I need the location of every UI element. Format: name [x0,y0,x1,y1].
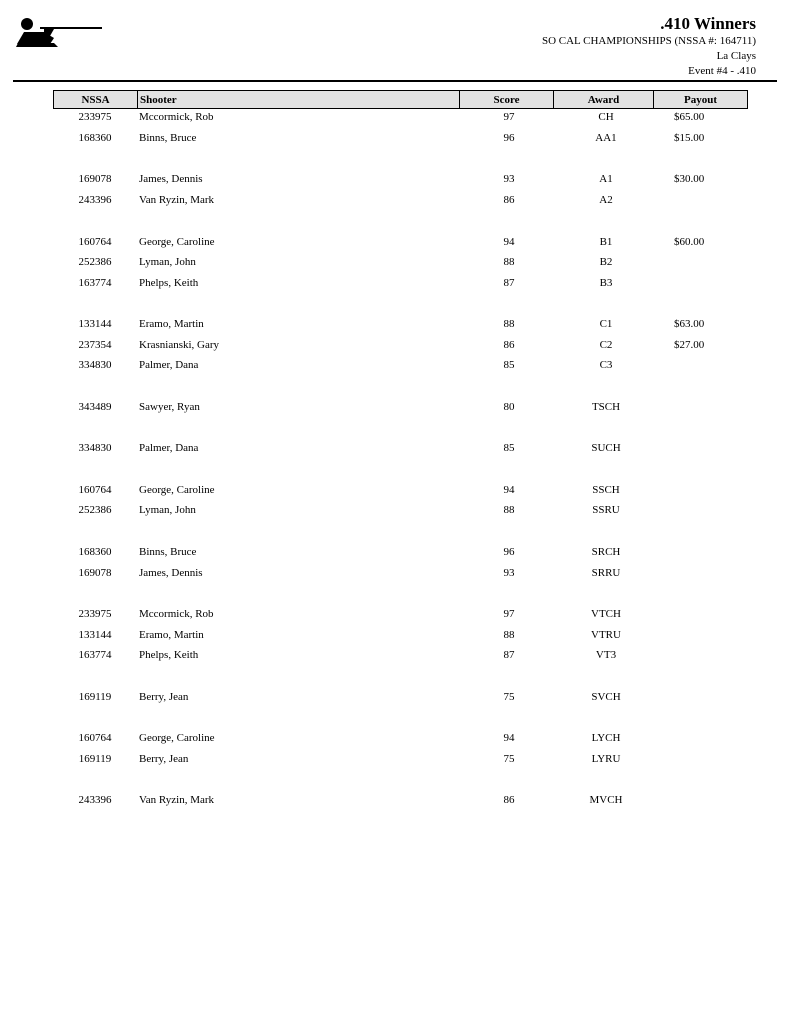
shooter-name: James, Dennis [139,567,203,579]
score: 80 [503,401,515,413]
table-row [0,503,791,517]
table-row [0,358,791,372]
payout: $15.00 [674,132,705,144]
table-row [0,441,791,455]
nssa-number: 169119 [78,753,112,765]
table-row [0,400,791,414]
shooter-name: Lyman, John [139,504,196,516]
page-title: .410 Winners [660,14,756,33]
score: 96 [503,132,515,144]
score: 97 [503,111,515,123]
table-row [0,566,791,580]
shooter-name: Eramo, Martin [139,629,204,641]
award: B3 [599,277,613,289]
award: A2 [599,194,613,206]
shooter-name: George, Caroline [139,732,215,744]
award: B1 [599,236,613,248]
championship-name: SO CAL CHAMPIONSHIPS (NSSA #: 164711) [541,35,756,47]
table-row [0,317,791,331]
nssa-number: 334830 [78,359,112,371]
award: TSCH [591,401,621,413]
payout: $63.00 [674,318,705,330]
shooter-name: Van Ryzin, Mark [139,194,215,206]
payout: $60.00 [674,236,705,248]
table-row [0,131,791,145]
table-row [0,628,791,642]
nssa-number: 334830 [78,442,112,454]
shooter-name: Sawyer, Ryan [139,401,200,413]
score: 85 [503,442,515,454]
shooter-name: George, Caroline [139,484,215,496]
table-row [0,690,791,704]
club-name: La Clays [716,50,756,62]
nssa-number: 233975 [78,111,112,123]
shooter-name: Mccormick, Rob [139,111,214,123]
shooter-name: Eramo, Martin [139,318,204,330]
payout: $30.00 [674,173,705,185]
event-name: Event #4 - .410 [688,65,756,77]
table-row [0,172,791,186]
award: SRRU [591,567,621,579]
column-header-payout: Payout [684,94,717,106]
shooter-name: Krasnianski, Gary [139,339,220,351]
shooter-name: Palmer, Dana [139,359,199,371]
nssa-number: 163774 [78,277,112,289]
nssa-number: 169078 [78,173,112,185]
score: 88 [503,629,515,641]
column-header-score: Score [460,91,554,108]
payout: $27.00 [674,339,705,351]
award: SVCH [591,691,621,703]
award: SRCH [591,546,621,558]
nssa-number: 163774 [78,649,112,661]
award: LYCH [591,732,621,744]
shooter-name: Mccormick, Rob [139,608,214,620]
award: CH [598,111,614,123]
award: C2 [599,339,613,351]
table-row [0,110,791,124]
table-row [0,255,791,269]
shooter-name: Lyman, John [139,256,196,268]
award: C3 [599,359,613,371]
score: 75 [503,753,515,765]
award: B2 [599,256,613,268]
shooter-name: Binns, Bruce [139,132,197,144]
award: VTRU [591,629,621,641]
nssa-number: 233975 [78,608,112,620]
award: VTCH [591,608,621,620]
score: 85 [503,359,515,371]
nssa-number: 160764 [78,236,112,248]
nssa-number: 252386 [78,256,112,268]
score: 86 [503,194,515,206]
score: 88 [503,318,515,330]
shooter-name: Binns, Bruce [139,546,197,558]
shooter-name: Phelps, Keith [139,649,199,661]
nssa-number: 168360 [78,546,112,558]
column-header-award: Award [554,91,654,108]
award: AA1 [595,132,617,144]
table-row [0,752,791,766]
score: 87 [503,277,515,289]
score: 93 [503,173,515,185]
shooter-name: George, Caroline [139,236,215,248]
shooter-name: Berry, Jean [139,691,189,703]
shooter-name: Van Ryzin, Mark [139,794,215,806]
nssa-number: 160764 [78,484,112,496]
nssa-number: 168360 [78,132,112,144]
score: 94 [503,732,515,744]
award: MVCH [589,794,623,806]
award: A1 [599,173,613,185]
nssa-number: 160764 [78,732,112,744]
nssa-number: 243396 [78,794,112,806]
table-row [0,276,791,290]
nssa-number: 243396 [78,194,112,206]
score: 87 [503,649,515,661]
shooter-name: James, Dennis [139,173,203,185]
shooter-name: Phelps, Keith [139,277,199,289]
table-row [0,731,791,745]
score: 94 [503,484,515,496]
column-header-nssa: NSSA [54,91,138,108]
score: 75 [503,691,515,703]
score: 88 [503,504,515,516]
nssa-number: 343489 [78,401,112,413]
score: 93 [503,567,515,579]
table-row [0,793,791,807]
table-row [0,483,791,497]
table-row [0,338,791,352]
nssa-number: 237354 [78,339,112,351]
nssa-number: 133144 [78,318,112,330]
score: 86 [503,339,515,351]
award: SSCH [592,484,620,496]
table-row [0,545,791,559]
score: 94 [503,236,515,248]
award: C1 [599,318,613,330]
table-row [0,193,791,207]
table-row [0,607,791,621]
award: SSRU [592,504,620,516]
column-header-shooter: Shooter [138,91,460,108]
table-row [0,648,791,662]
score: 88 [503,256,515,268]
shooter-name: Berry, Jean [139,753,189,765]
score: 97 [503,608,515,620]
award: SUCH [591,442,621,454]
nssa-number: 252386 [78,504,112,516]
shooter-name: Palmer, Dana [139,442,199,454]
payout: $65.00 [674,111,705,123]
score: 86 [503,794,515,806]
score: 96 [503,546,515,558]
award: LYRU [591,753,621,765]
nssa-number: 169119 [78,691,112,703]
table-row [0,235,791,249]
nssa-number: 169078 [78,567,112,579]
award: VT3 [595,649,617,661]
nssa-number: 133144 [78,629,112,641]
